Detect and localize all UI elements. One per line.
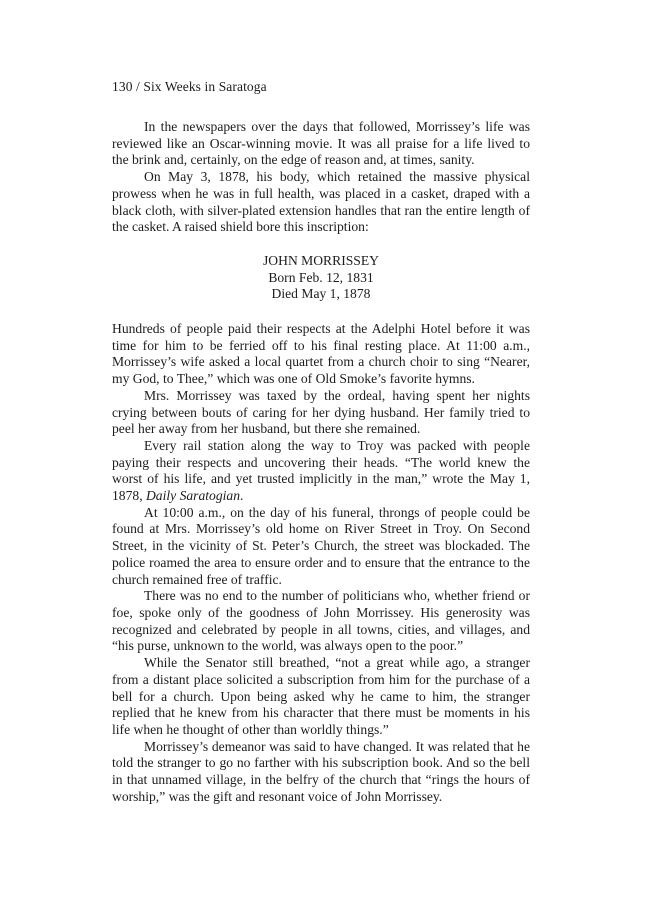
paragraph-mrs-morrissey: Mrs. Morrissey was taxed by the ordeal, having spent her nights crying between bouts of caring for her dying husband. Her family tried to peel her away from her husband, but there she remained. (112, 387, 530, 437)
inscription-block (112, 253, 530, 303)
inscription-name: JOHN MORRISSEY (263, 252, 379, 268)
rail-end: . (240, 488, 244, 504)
paragraph-may-3: On May 3, 1878, his body, which retained the massive physical prowess when he was in full health, was placed in a casket, draped with a black cloth, with silver-plated extension handles that ran the entire length of the casket. A raised shield bore this inscription: (112, 169, 530, 235)
paragraph-demeanor: Morrissey’s demeanor was said to have changed. It was related that he told the stranger to go no farther with his subscription book. And so the bell in that unnamed village, in the belfry of the church that “rings the hours of worship,” was the gift and resonant voice of John Morrissey. (112, 738, 530, 804)
paragraph-politicians: There was no end to the number of politicians who, whether friend or foe, spoke only of the goodness of John Morrissey. His generosity was recognized and celebrated by people in all towns, cities, and villages, and “his purse, unknown to the world, was always open to the poor.” (112, 588, 530, 654)
newspaper-title: Daily Saratogian (145, 488, 241, 504)
paragraph-senator: While the Senator still breathed, “not a great while ago, a stranger from a distant place solicited a subscription from him for the purchase of a bell for a church. Upon being asked why he came to him, the stranger replied that he knew from his character that there must be moments in his life when he thought of other than worldly things.” (112, 655, 530, 737)
running-head: 130 / Six Weeks in Saratoga (112, 79, 267, 94)
paragraph-rail-station (112, 438, 530, 505)
paragraph-newspapers: In the newspapers over the days that followed, Morrissey’s life was reviewed like an Oscar-winning movie. It was all praise for a life lived to the brink and, certainly, on the edge of reason and, at times, sanity. (112, 119, 530, 168)
rail-text: Every rail station along the way to Troy was packed with people paying their respects and uncovering their heads. “The world knew the worst of his life, and yet trusted implicitly in the man,” wrote the May 1, 1878, (112, 437, 530, 504)
paragraph-hundreds: Hundreds of people paid their respects at the Adelphi Hotel before it was time for him to be ferried off to his final resting place. At 11:00 a.m., Morrissey’s wife asked a local quartet from a church choir to sing “Nearer, my God, to Thee,” which was one of Old Smoke’s favorite hymns. (112, 321, 530, 387)
page-body (112, 119, 530, 805)
inscription-born: Born Feb. 12, 1831 (268, 269, 374, 285)
paragraph-funeral: At 10:00 a.m., on the day of his funeral, throngs of people could be found at Mrs. Morrissey’s old home on River Street in Troy. On Second Street, in the vicinity of St. Peter’s Church, the street was blockaded. The police roamed the area to ensure order and to ensure that the entrance to the church remained free of traffic. (112, 504, 530, 587)
inscription-died: Died May 1, 1878 (271, 286, 371, 302)
